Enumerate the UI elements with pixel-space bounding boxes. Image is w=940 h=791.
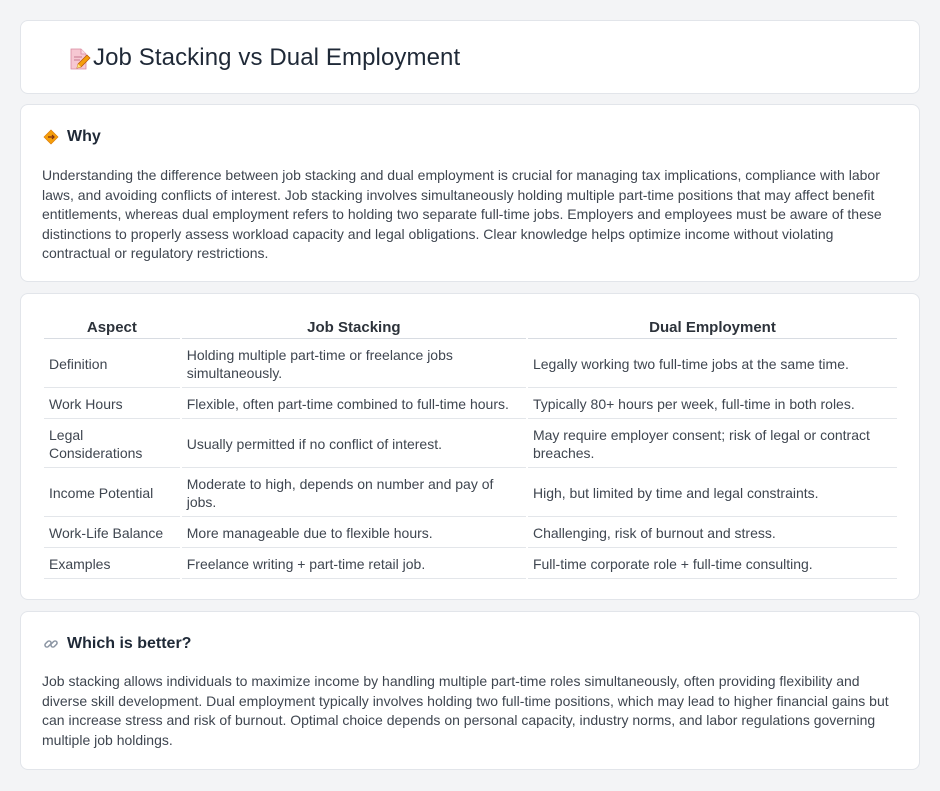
table-row <box>44 390 897 419</box>
dual-employment-cell: High, but limited by time and legal constraints. <box>528 470 897 517</box>
dual-employment-cell: Challenging, risk of burnout and stress. <box>528 519 897 548</box>
title-card <box>20 20 920 94</box>
link-icon <box>43 636 59 652</box>
aspect-cell: Examples <box>44 550 180 579</box>
why-text: Understanding the difference between job stacking and dual employment is crucial for managing tax implications, compliance with labor laws, and avoiding conflicts of interest. Job stacking involves simultaneously holding multiple part-time positions that may affect benefit entitlements, whereas dual employment refers to holding two separate full-time jobs. Employers and employees must be aware of these distinctions to properly assess workload capacity and legal obligations. Clear knowledge helps optimize income without violating contractual or regulatory restrictions. <box>42 167 882 261</box>
job-stacking-cell: More manageable due to flexible hours. <box>182 519 526 548</box>
diamond-arrows-icon <box>43 129 59 145</box>
table-row <box>44 341 897 388</box>
aspect-cell: Work-Life Balance <box>44 519 180 548</box>
aspect-cell: Work Hours <box>44 390 180 419</box>
comparison-table <box>42 315 899 581</box>
document-pencil-icon <box>67 47 91 71</box>
better-text: Job stacking allows individuals to maximize income by handling multiple part-time roles simultaneously, often providing flexibility and diverse skill development. Dual employment typically involves holding two full-time positions, which may lead to higher financial gains but can increase stress and risk of burnout. Optimal choice depends on personal capacity, industry norms, and labor regulations governing multiple job holdings. <box>42 673 889 748</box>
table-row <box>44 470 897 517</box>
why-header <box>43 128 101 146</box>
aspect-cell: Legal Considerations <box>44 421 180 468</box>
header-aspect: Aspect <box>44 317 180 339</box>
page-title: Job Stacking vs Dual Employment <box>93 44 461 71</box>
job-stacking-cell: Usually permitted if no conflict of interest. <box>182 421 526 468</box>
comparison-card <box>20 293 920 600</box>
header-dual-employment: Dual Employment <box>528 317 897 339</box>
job-stacking-cell: Freelance writing + part-time retail job. <box>182 550 526 579</box>
job-stacking-cell: Moderate to high, depends on number and pay of jobs. <box>182 470 526 517</box>
table-row <box>44 519 897 548</box>
aspect-cell: Definition <box>44 341 180 388</box>
header-job-stacking: Job Stacking <box>182 317 526 339</box>
better-header <box>43 635 191 653</box>
dual-employment-cell: Legally working two full-time jobs at the same time. <box>528 341 897 388</box>
dual-employment-cell: May require employer consent; risk of legal or contract breaches. <box>528 421 897 468</box>
why-section <box>20 104 920 282</box>
better-heading: Which is better? <box>67 635 192 652</box>
table-row <box>44 421 897 468</box>
dual-employment-cell: Typically 80+ hours per week, full-time in both roles. <box>528 390 897 419</box>
table-header-row <box>44 317 897 339</box>
table-row <box>44 550 897 579</box>
job-stacking-cell: Holding multiple part-time or freelance jobs simultaneously. <box>182 341 526 388</box>
why-heading: Why <box>67 128 101 145</box>
aspect-cell: Income Potential <box>44 470 180 517</box>
dual-employment-cell: Full-time corporate role + full-time consulting. <box>528 550 897 579</box>
which-is-better-section <box>20 611 920 770</box>
job-stacking-cell: Flexible, often part-time combined to full-time hours. <box>182 390 526 419</box>
